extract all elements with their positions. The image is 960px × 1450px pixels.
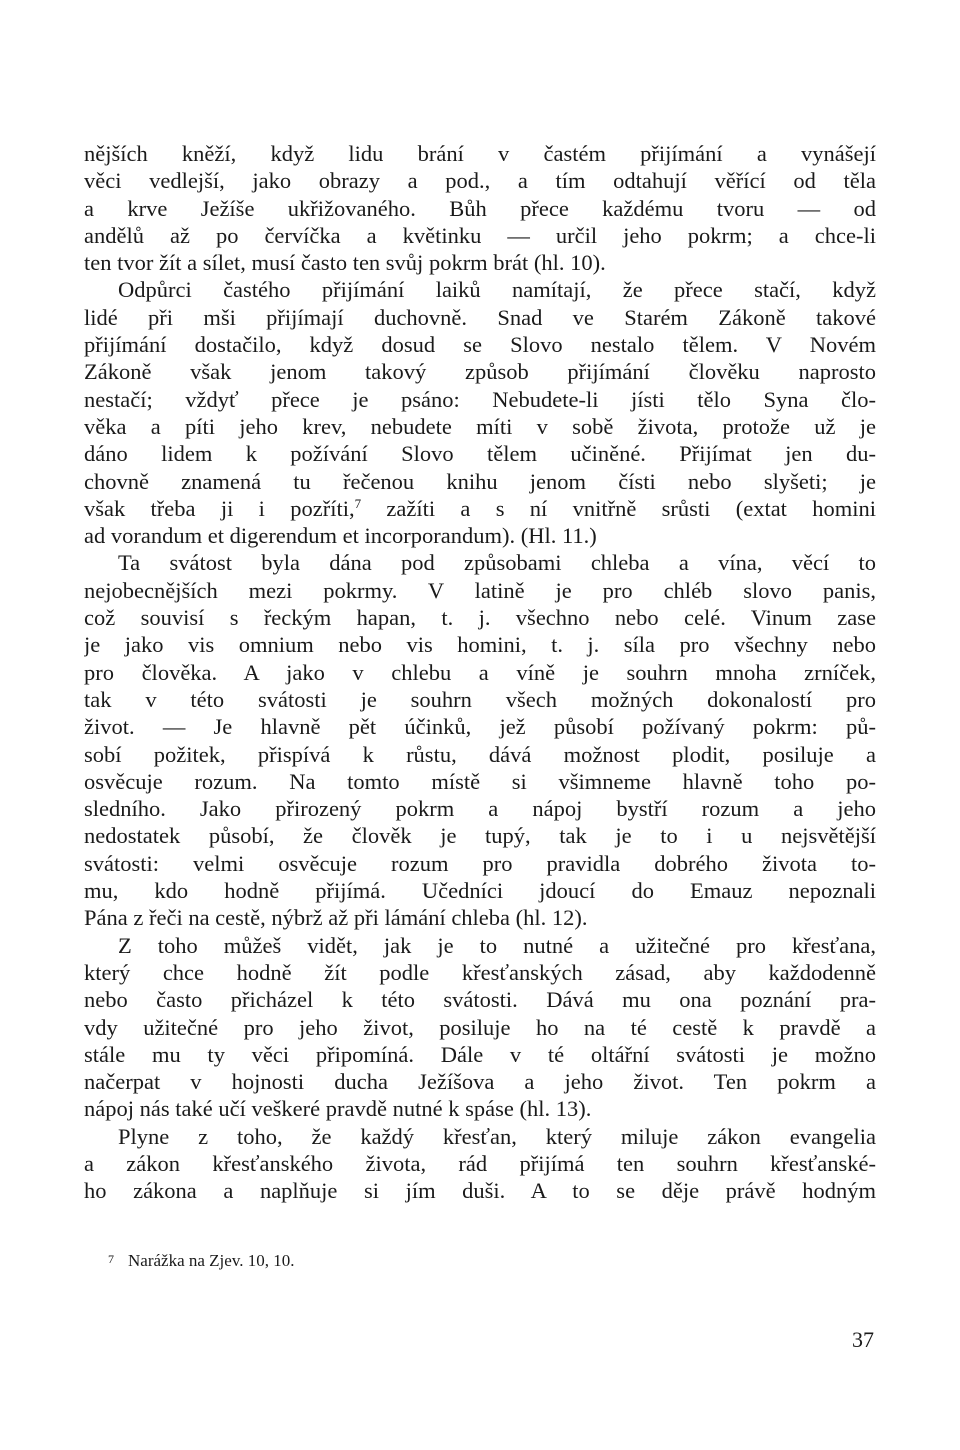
- text-line: pro člověka. A jako v chlebu a víně je souhrn mnoha zrníček,: [84, 659, 876, 685]
- text-line: věci vedlejší, jako obrazy a pod., a tím odtahují věřící od těla: [84, 168, 876, 194]
- text-line: sobí požitek, přispívá k růstu, dává možnost plodit, posiluje a: [84, 741, 876, 767]
- text-line: tak v této svátosti je souhrn všech možných dokonalostí pro: [84, 686, 876, 712]
- text-line: dáno lidem k požívání Slovo tělem učiněné. Přijímat jen du-: [84, 441, 876, 467]
- text-line: přijímání dostačilo, když dosud se Slovo nestalo tělem. V Novém: [84, 332, 876, 358]
- text-line: nedostatek působí, že člověk je tupý, tak je to i u nejsvětější: [84, 823, 876, 849]
- text-line: nestačí; vždyť přece je psáno: Nebudete-li jísti tělo Syna člo-: [84, 386, 876, 412]
- text-line: sledního. Jako přirozený pokrm a nápoj bystří rozum a jeho: [84, 796, 876, 822]
- text-line: je jako vis omnium nebo vis homini, t. j. síla pro všechny nebo: [84, 632, 876, 658]
- text-line: andělů až po červíčka a květinku — určil jeho pokrm; a chce-li: [84, 222, 876, 248]
- body-text: [84, 140, 876, 1205]
- text-line: nějších kněží, když lidu brání v častém přijímání a vynášejí: [84, 141, 876, 166]
- footnote-reference: 7: [354, 495, 362, 511]
- text-line: Z toho můžeš vidět, jak je to nutné a užitečné pro křesťana,: [118, 932, 876, 958]
- text-line: a zákon křesťanského života, rád přijímá ten souhrn křesťanské-: [84, 1150, 876, 1176]
- text-line: načerpat v hojnosti ducha Ježíšova a jeho život. Ten pokrm a: [84, 1069, 876, 1095]
- footnote-text: Narážka na Zjev. 10, 10.: [128, 1251, 295, 1270]
- text-fragment: však třeba ji i pozříti,: [84, 495, 355, 521]
- text-line: stále mu ty věci připomíná. Dále v té oltářní svátosti je možno: [84, 1041, 876, 1067]
- text-fragment: zažíti a s ní vnitřně srůsti (extat homini: [361, 495, 876, 521]
- text-line: který chce hodně žít podle křesťanských zásad, aby každodenně: [84, 959, 876, 985]
- footnote: [108, 1251, 294, 1271]
- text-line: svátosti: velmi osvěcuje rozum pro pravidla dobrého života to-: [84, 850, 876, 876]
- text-line: osvěcuje rozum. Na tomto místě si všimneme hlavně toho po-: [84, 768, 876, 794]
- text-line: [84, 495, 876, 522]
- text-line: chovně znamená tu řečenou knihu jenom čísti nebo slyšeti; je: [84, 468, 876, 494]
- page-number: 37: [852, 1327, 874, 1352]
- text-line: ad vorandum et digerendum et incorporandum). (Hl. 11.): [84, 523, 597, 549]
- text-line: ten tvor žít a sílet, musí často ten svůj pokrm brát (hl. 10).: [84, 250, 606, 276]
- text-line: vdy užitečné pro jeho život, posiluje ho na té cestě k pravdě a: [84, 1014, 876, 1040]
- text-line: Plyne z toho, že každý křesťan, který miluje zákon evangelia: [118, 1123, 876, 1149]
- text-line: ho zákona a naplňuje si jím duši. A to se děje právě hodným: [84, 1178, 876, 1204]
- text-line: Ta svátost byla dána pod způsobami chleba a vína, věcí to: [118, 550, 876, 576]
- text-line: Odpůrci častého přijímání laiků namítají, že přece stačí, když: [118, 277, 876, 303]
- text-line: Pána z řeči na cestě, nýbrž až při lámání chleba (hl. 12).: [84, 905, 588, 931]
- text-line: nápoj nás také učí veškeré pravdě nutné k spáse (hl. 13).: [84, 1096, 592, 1122]
- text-line: nejobecnějších mezi pokrmy. V latině je pro chléb slovo panis,: [84, 577, 876, 603]
- footnote-marker: 7: [108, 1252, 114, 1266]
- text-line: Zákoně však jenom takový způsob přijímání člověku naprosto: [84, 359, 876, 385]
- text-line: mu, kdo hodně přijímá. Učedníci jdoucí do Emauz nepoznali: [84, 878, 876, 904]
- text-line: život. — Je hlavně pět účinků, jež působí požívaný pokrm: pů-: [84, 714, 876, 740]
- text-line: a krve Ježíše ukřižovaného. Bůh přece každému tvoru — od: [84, 195, 876, 221]
- text-line: lidé při mši přijímají duchovně. Snad ve Starém Zákoně takové: [84, 304, 876, 330]
- text-line: což souvisí s řeckým hapan, t. j. všechno nebo celé. Vinum zase: [84, 605, 876, 631]
- text-line: věka a píti jeho krev, nebudete míti v sobě života, protože už je: [84, 413, 876, 439]
- text-line: nebo často přicházel k této svátosti. Dává mu ona poznání pra-: [84, 987, 876, 1013]
